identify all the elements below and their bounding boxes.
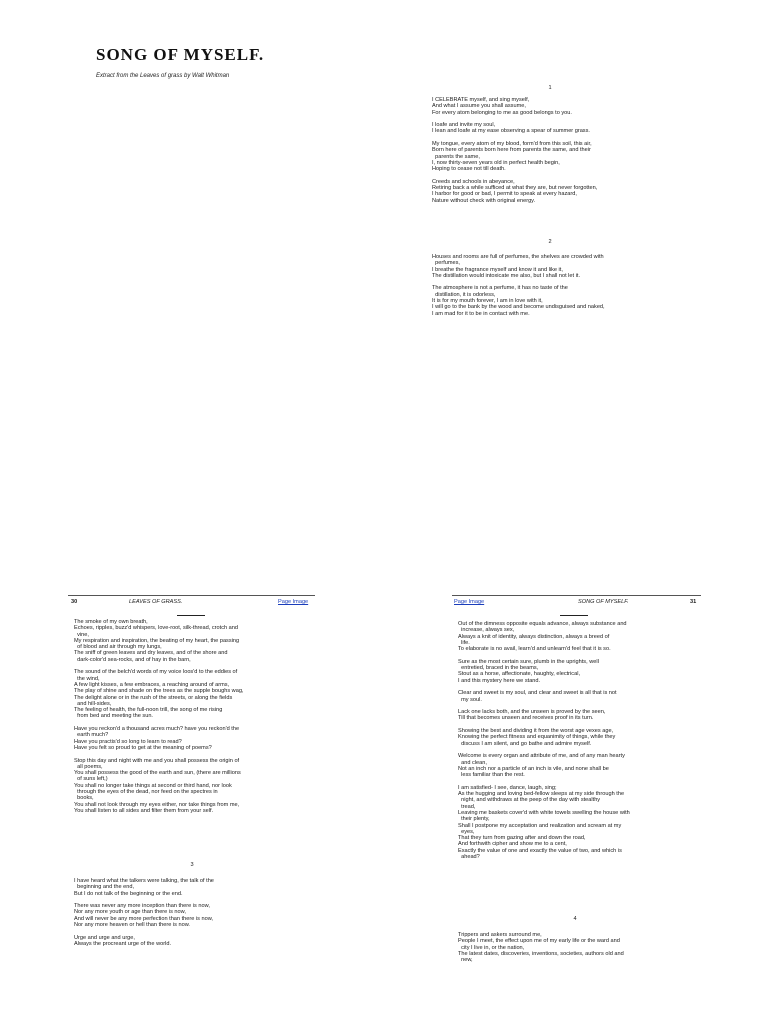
page-31-header [452,599,701,607]
poem-line: There was never any more inception than there is now, [74,903,210,910]
poem-line: Showing the best and dividing it from the worst age vexes age, [458,728,614,735]
poem-line: The sound of the belch'd words of my voice loos'd to the eddies of [74,669,238,676]
page-31-text [458,621,630,860]
poem-line: Born here of parents born here from parents the same, and their [432,147,591,154]
section-3-text [74,878,214,947]
poem-line: the wind, [74,675,100,682]
poem-line: You shall possess the good of the earth and sun, (there are millions [74,770,241,777]
poem-line: discuss I am silent, and go bathe and admire myself. [458,740,592,747]
poem-line: Knowing the perfect fitness and equanimity of things, while they [458,734,616,741]
poem-line: People I meet, the effect upon me of my early life or the ward and [458,938,620,945]
poem-line: You shall not look through my eyes either, nor take things from me, [74,801,240,808]
poem-line: A few light kisses, a few embraces, a reaching around of arms, [74,681,230,688]
poem-line: I CELEBRATE myself, and sing myself, [432,97,530,103]
poem-line: Nor any more youth or age than there is now, [74,909,186,916]
poem-line: That they turn from gazing after and down the road, [458,835,586,842]
section-2-text [432,254,605,317]
stanza [432,97,597,116]
section-4-number: 4 [573,916,577,922]
poem-line: increase, always sex, [458,627,515,634]
poem-line: distillation, it is odorless, [432,291,496,298]
document-subtitle: Extract from the Leaves of grass by Walt Whitman [96,73,230,79]
poem-line: My tongue, every atom of my blood, form'd from this soil, this air, [432,141,592,148]
poem-line: all poems, [74,763,103,770]
stanza [74,619,243,663]
poem-line: dark-color'd sea-rocks, and of hay in the barn, [74,656,191,663]
poem-line: Stop this day and night with me and you shall possess the origin of [74,757,240,764]
poem-line: Have you reckon'd a thousand acres much? have you reckon'd the [74,726,240,733]
poem-line: tread, [458,803,476,810]
poem-line: My respiration and inspiration, the beating of my heart, the passing [74,637,240,644]
page-31-image-link[interactable]: Page Image [454,599,485,605]
poem-line: Echoes, ripples, buzz'd whispers, love-root, silk-thread, crotch and [74,625,238,632]
poem-line: Houses and rooms are full of perfumes, the shelves are crowded with [432,254,604,260]
poem-line: I loafe and invite my soul, [432,122,496,129]
poem-line: Clear and sweet is my soul, and clear and sweet is all that is not [458,690,617,697]
poem-line: Always a knit of identity, always distinction, always a breed of [458,633,610,640]
poem-line: The play of shine and shade on the trees as the supple boughs wag, [74,688,244,695]
poem-line: Stout as a horse, affectionate, haughty, electrical, [458,671,580,678]
poem-line: Shall I postpone my acceptation and realization and scream at my [458,822,622,829]
poem-line: I am mad for it to be in contact with me. [432,310,530,317]
poem-line: Trippers and askers surround me, [458,932,542,938]
poem-line: The atmosphere is not a perfume, it has no taste of the [432,285,568,292]
poem-line: earth much? [74,732,109,739]
stanza [458,785,630,861]
poem-line: Urge and urge and urge, [74,934,135,941]
section-3-number: 3 [190,862,194,868]
stanza [74,903,214,928]
poem-line: I have heard what the talkers were talking, the talk of the [74,878,214,884]
poem-line: I, now thirty-seven years old in perfect health begin, [432,159,560,166]
poem-line: The distillation would intoxicate me also, but I shall not let it. [432,272,580,279]
poem-line: my soul. [458,696,482,703]
poem-line: beginning and the end, [74,884,135,891]
page-31-header-rule [452,595,701,596]
poem-line: eyes, [458,828,475,835]
stanza [74,878,214,897]
page-31-number: 31 [690,599,697,605]
poem-line: Welcome is every organ and attribute of me, and of any man hearty [458,753,625,760]
poem-line: Exactly the value of one and exactly the value of two, and which is [458,847,622,854]
section-2-number: 2 [548,239,552,245]
poem-line: Till that becomes unseen and receives proof in its turn. [458,715,594,722]
poem-line: night, and withdraws at the peep of the day with stealthy [458,797,601,804]
stanza [458,690,630,703]
poem-line: and hill-sides, [74,700,112,707]
page-31-running-title: SONG OF MYSELF. [578,599,629,605]
poem-line: Sure as the most certain sure, plumb in the uprights, well [458,658,599,665]
page-30-separator [177,615,205,616]
section-4-text [458,932,624,963]
poem-line: I lean and loafe at my ease observing a spear of summer grass. [432,128,590,135]
poem-line: Creeds and schools in abeyance, [432,178,515,185]
stanza [432,122,597,135]
page-30-header-rule [68,595,315,596]
poem-line: Leaving me baskets cover'd with white towels swelling the house with [458,809,630,816]
poem-line: But I do not talk of the beginning or the end. [74,890,183,897]
poem-line: To elaborate is no avail, learn'd and unlearn'd feel that it is so. [458,646,611,653]
document-title: SONG OF MYSELF. [96,45,265,64]
poem-line: their plenty, [458,816,490,823]
poem-line: I harbor for good or bad, I permit to speak at every hazard, [432,191,577,198]
stanza [458,659,630,684]
poem-line: Have you felt so proud to get at the meaning of poems? [74,744,212,751]
poem-line: The feeling of health, the full-noon trill, the song of me rising [74,707,223,714]
page-30-image-link[interactable]: Page Image [278,599,309,605]
stanza [458,621,630,652]
poem-line: and clean, [458,759,487,766]
poem-line: The delight alone or in the rush of the streets, or along the fields [74,694,233,701]
stanza [74,935,214,948]
poem-line: The smoke of my own breath, [74,619,148,625]
poem-line: ahead? [458,853,480,860]
poem-line: of suns left,) [74,776,108,783]
stanza [458,728,630,747]
poem-line: You shall listen to all sides and filter them from your self. [74,807,214,814]
poem-line: books, [74,795,94,802]
poem-line: For every atom belonging to me as good belongs to you. [432,109,572,116]
page-30-running-title: LEAVES OF GRASS. [129,599,183,605]
stanza [432,179,597,204]
poem-line: Not an inch nor a particle of an inch is vile, and none shall be [458,765,609,772]
stanza [458,709,630,722]
page-30-number: 30 [71,599,78,605]
poem-line: vine, [74,631,89,638]
poem-line: city I live in, or the nation, [458,944,525,951]
poem-line: I will go to the bank by the wood and become undisguised and naked, [432,304,605,311]
poem-line: As the hugging and loving bed-fellow sleeps at my side through the [458,791,625,798]
poem-line: life. [458,639,470,646]
poem-line: entretied, braced in the beams, [458,665,539,672]
poem-line: I breathe the fragrance myself and know it and like it, [432,266,563,273]
poem-line: Retiring back a while sufficed at what they are, but never forgotten, [432,185,598,192]
poem-line: new, [458,957,473,964]
poem-line: less familiar than the rest. [458,772,525,779]
poem-line: of blood and air through my lungs, [74,644,162,651]
page-31-separator [560,615,588,616]
poem-line: from bed and meeting the sun. [74,713,153,720]
poem-line: And what I assume you shall assume, [432,103,526,110]
poem-line: Always the procreant urge of the world. [74,940,172,947]
poem-line: Nor any more heaven or hell than there is now. [74,922,190,929]
stanza [74,726,243,751]
poem-line: The latest dates, discoveries, inventions, societies, authors old and [458,950,624,957]
poem-line: Hoping to cease not till death. [432,166,506,173]
poem-line: I and this mystery here we stand. [458,677,541,684]
poem-line: Lack one lacks both, and the unseen is proved by the seen, [458,709,606,716]
poem-line: Nature without check with original energy. [432,197,536,204]
poem-line: And forthwith cipher and show me to a cent, [458,841,567,848]
stanza [74,758,243,815]
poem-line: parents the same, [432,153,480,160]
poem-line: It is for my mouth forever, I am in love with it, [432,298,543,305]
stanza [432,285,605,316]
poem-line: perfumes, [432,260,460,267]
poem-line: And will never be any more perfection than there is now, [74,915,213,922]
poem-line: The sniff of green leaves and dry leaves, and of the shore and [74,650,228,657]
stanza [432,254,605,279]
stanza [458,932,624,963]
stanza [432,141,597,172]
poem-line: Out of the dimness opposite equals advance, always substance and [458,621,627,627]
section-1-number: 1 [548,85,552,91]
stanza [458,753,630,778]
stanza [74,669,243,719]
page-30-text [74,619,243,814]
poem-line: I am satisfied- I see, dance, laugh, sing; [458,784,557,791]
poem-line: Have you practis'd so long to learn to read? [74,738,182,745]
page-30-header [68,599,315,607]
section-1-text [432,97,597,204]
poem-line: You shall no longer take things at second or third hand, nor look [74,782,232,789]
poem-line: through the eyes of the dead, nor feed on the spectres in [74,789,218,796]
